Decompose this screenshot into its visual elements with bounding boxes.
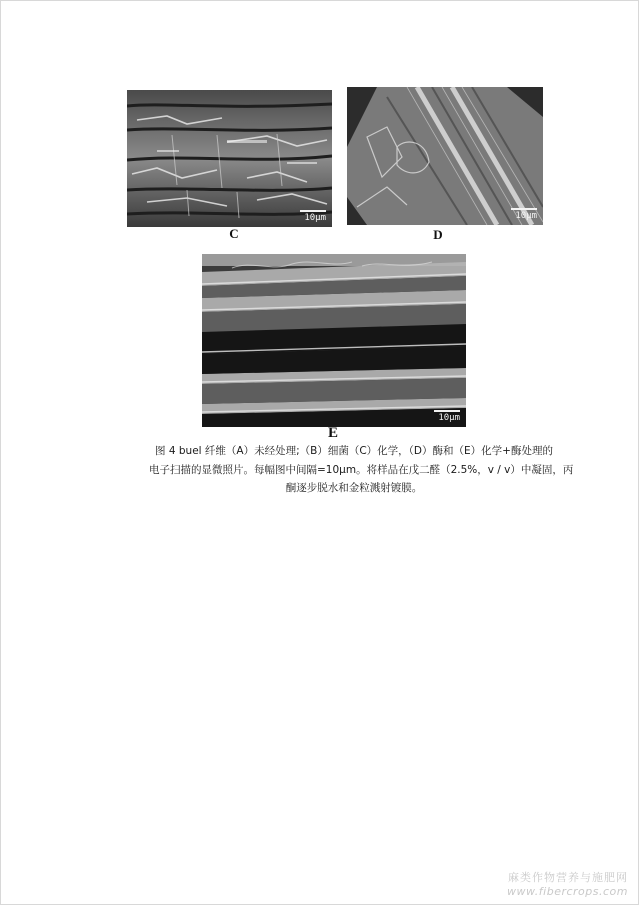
figure-caption <box>149 442 574 498</box>
micrograph-c-image <box>127 90 332 227</box>
panel-label-d: D <box>433 227 443 242</box>
micrograph-e <box>202 254 466 427</box>
panel-label-c: C <box>229 226 239 241</box>
caption-line: 电子扫描的显微照片。每幅图中间隔=10μm。将样品在戊二醛（2.5%，v / v）中凝固，丙 <box>149 463 574 476</box>
watermark <box>507 869 628 898</box>
caption-line: 图 4 buel 纤维（A）未经处理;（B）细菌（C）化学，（D）酶和（E）化学+酶处理的 <box>155 445 553 457</box>
scale-bar <box>434 410 460 412</box>
micrograph-c <box>127 90 332 227</box>
panel-label-e: E <box>327 425 338 441</box>
watermark-url: www.fibercrops.com <box>507 885 628 898</box>
watermark-name: 麻类作物营养与施肥网 <box>508 871 628 884</box>
micrograph-d <box>347 87 543 225</box>
scale-label: 10µm <box>515 211 537 221</box>
scale-label: 10µm <box>304 213 326 223</box>
caption-line: 酮逐步脱水和金粒溅射镀膜。 <box>285 482 423 494</box>
micrograph-e-image <box>202 254 466 427</box>
micrograph-d-image <box>347 87 543 225</box>
scale-bar <box>300 210 326 212</box>
scale-bar <box>511 208 537 210</box>
scale-label: 10µm <box>438 413 460 423</box>
